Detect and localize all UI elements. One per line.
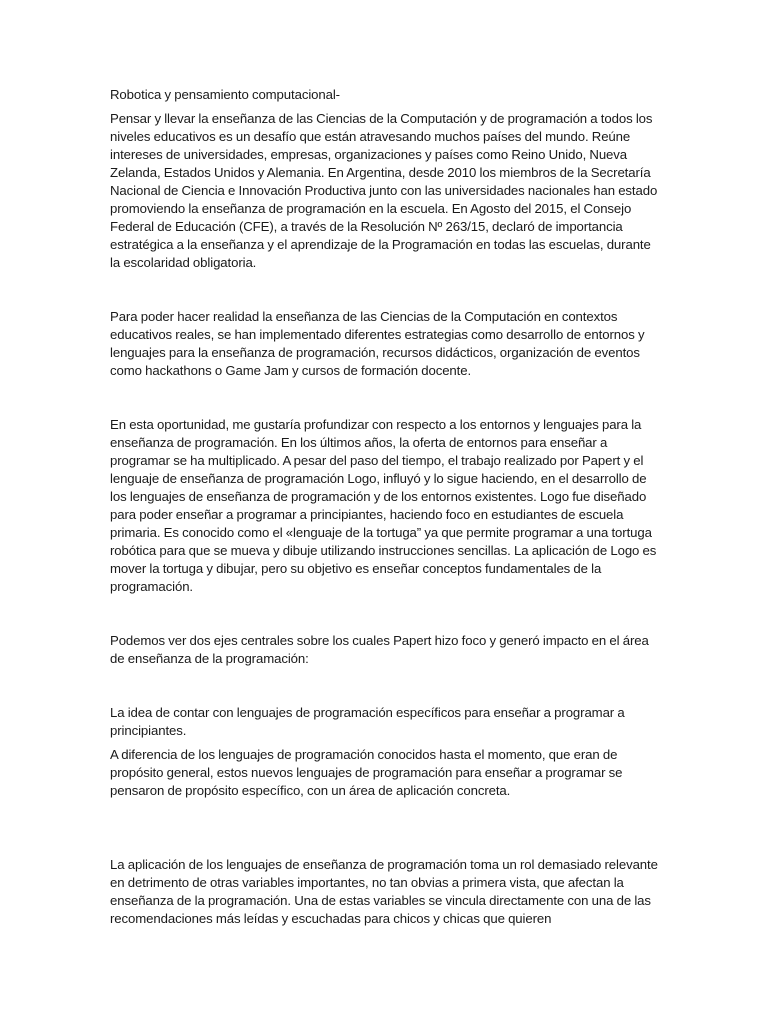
paragraph-4: Podemos ver dos ejes centrales sobre los cuales Papert hizo foco y generó impacto en el área de enseñanza de la programación:: [110, 633, 649, 666]
document-body: [110, 86, 662, 928]
paragraph-7: La aplicación de los lenguajes de enseñanza de programación toma un rol demasiado relevante en detrimento de otras variables importantes, no tan obvias a primera vista, que afectan la enseñanza de la programación. Una de estas variables se vincula directamente con una de las recomendaciones más leídas y escuchadas para chicos y chicas que quieren: [110, 857, 658, 926]
paragraph-2: Para poder hacer realidad la enseñanza de las Ciencias de la Computación en contextos educativos reales, se han implementado diferentes estrategias como desarrollo de entornos y lenguajes para la enseñanza de programación, recursos didácticos, organización de eventos como hackathons o Game Jam y cursos de formación docente.: [110, 309, 645, 378]
paragraph-1: Pensar y llevar la enseñanza de las Ciencias de la Computación y de programación a todos los niveles educativos es un desafío que están atravesando muchos países del mundo. Reúne intereses de universidades, empresas, organizaciones y países como Reino Unido, Nueva Zelanda, Estados Unidos y Alemania. En Argentina, desde 2010 los miembros de la Secretaría Nacional de Ciencia e Innovación Productiva junto con las universidades nacionales han estado promoviendo la enseñanza de programación en la escuela. En Agosto del 2015, el Consejo Federal de Educación (CFE), a través de la Resolución Nº 263/15, declaró de importancia estratégica a la enseñanza y el aprendizaje de la Programación en todas las escuelas, durante la escolaridad obligatoria.: [110, 111, 658, 270]
paragraph-3: En esta oportunidad, me gustaría profundizar con respecto a los entornos y lenguajes para la enseñanza de programación. En los últimos años, la oferta de entornos para enseñar a programar se ha multiplicado. A pesar del paso del tiempo, el trabajo realizado por Papert y el lenguaje de enseñanza de programación Logo, influyó y lo sigue haciendo, en el desarrollo de los lenguajes de enseñanza de programación y de los entornos existentes. Logo fue diseñado para poder enseñar a programar a principiantes, haciendo foco en estudiantes de escuela primaria. Es conocido como el «lenguaje de la tortuga” ya que permite programar a una tortuga robótica para que se mueva y dibuje utilizando instrucciones sencillas. La aplicación de Logo es mover la tortuga y dibujar, pero su objetivo es enseñar conceptos fundamentales de la programación.: [110, 417, 657, 594]
document-title: Robotica y pensamiento computacional-: [110, 87, 340, 102]
paragraph-6: A diferencia de los lenguajes de programación conocidos hasta el momento, que eran de propósito general, estos nuevos lenguajes de programación para enseñar a programar se pensaron de propósito específico, con un área de aplicación concreta.: [110, 747, 623, 798]
paragraph-5: La idea de contar con lenguajes de programación específicos para enseñar a programar a principiantes.: [110, 705, 625, 738]
